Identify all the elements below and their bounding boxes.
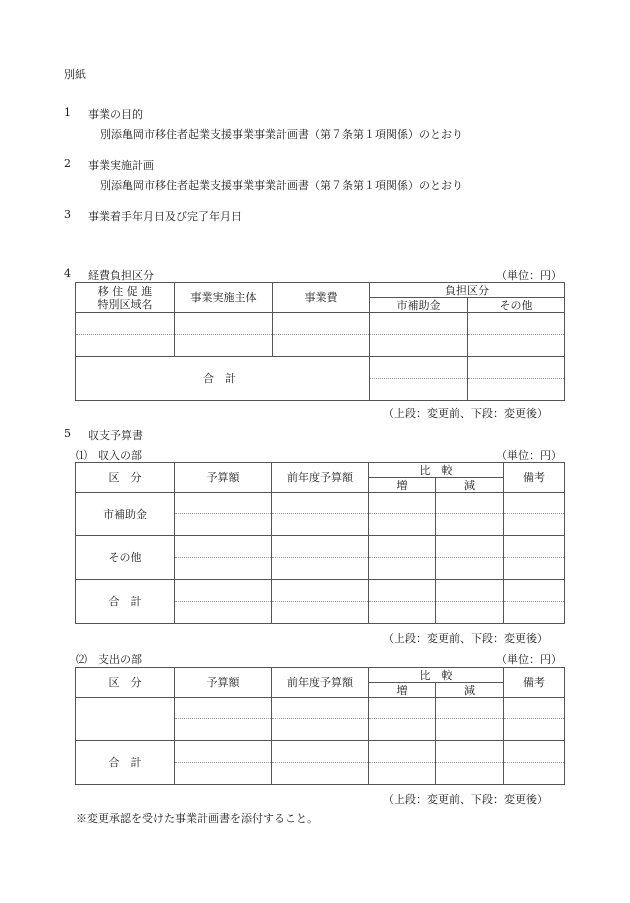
income-cell [369, 558, 436, 580]
section-4-number: 4 [64, 267, 71, 280]
expense-category-header: 区 分 [76, 668, 175, 698]
income-cell [272, 558, 369, 580]
total-other-before [468, 357, 565, 379]
income-category-header: 区 分 [76, 463, 175, 493]
expense-cell [369, 698, 436, 719]
section-1-number: 1 [64, 106, 71, 119]
area-cell-before [76, 313, 175, 335]
cost-header: 事業費 [273, 283, 370, 313]
expense-cell [436, 698, 504, 719]
section-2-number: 2 [64, 157, 71, 170]
expense-cell [436, 741, 504, 763]
income-cell [175, 602, 272, 624]
income-cell [272, 493, 369, 514]
section-2-body: 別添亀岡市移住者起業支援事業事業計画書（第７条第１項関係）のとおり [100, 179, 463, 192]
expense-cell [504, 763, 565, 785]
expense-cell [272, 719, 369, 741]
income-cell [369, 602, 436, 624]
burden-header: 負担区分 [370, 283, 565, 298]
section-1-title: 事業の目的 [88, 108, 143, 121]
income-prev-budget-header: 前年度予算額 [272, 463, 369, 493]
expense-compare-header: 比 較 [369, 668, 504, 683]
income-cell [272, 580, 369, 602]
expense-row-label [76, 698, 175, 741]
section-3-title: 事業着手年月日及び完了年月日 [88, 210, 242, 223]
expense-cell [504, 698, 565, 719]
income-cell [504, 536, 565, 558]
income-cell [369, 493, 436, 514]
expense-total-label: 合 計 [76, 741, 175, 785]
income-cell [436, 580, 504, 602]
expense-cell [175, 763, 272, 785]
city-subsidy-cell-before [370, 313, 468, 335]
section-5-title: 収支予算書 [88, 429, 143, 442]
expense-cell [272, 763, 369, 785]
income-remarks-header: 備考 [504, 463, 565, 493]
income-cell [175, 558, 272, 580]
area-header-line2: 特別区域名 [97, 297, 153, 311]
income-label: ⑴ 収入の部 [76, 449, 142, 462]
income-cell [272, 602, 369, 624]
section-2-title: 事業実施計画 [88, 159, 154, 172]
expense-unit-label: （単位：円） [496, 653, 562, 666]
income-cell [436, 493, 504, 514]
income-table [75, 462, 565, 624]
income-cell [369, 580, 436, 602]
implementer-header: 事業実施主体 [175, 283, 273, 313]
implementer-cell-after [175, 335, 273, 357]
income-cell [175, 493, 272, 514]
area-header [76, 283, 175, 313]
income-cell [436, 536, 504, 558]
expense-cell [175, 719, 272, 741]
appendix-label: 別紙 [64, 68, 86, 81]
area-cell-after [76, 335, 175, 357]
section-4-title: 経費負担区分 [88, 269, 154, 282]
income-increase-header: 増 [369, 478, 436, 493]
expense-cell [175, 698, 272, 719]
section-1-body: 別添亀岡市移住者起業支援事業事業計画書（第７条第１項関係）のとおり [100, 128, 463, 141]
expense-increase-header: 増 [369, 683, 436, 698]
implementer-cell-before [175, 313, 273, 335]
income-cell [369, 514, 436, 536]
income-change-note: （上段：変更前、下段：変更後） [383, 632, 548, 645]
expense-cell [175, 741, 272, 763]
expense-decrease-header: 減 [436, 683, 504, 698]
cost-burden-table [75, 282, 565, 401]
footnote: ※変更承認を受けた事業計画書を添付すること。 [76, 812, 318, 825]
area-header-line1: 移 住 促 進 [97, 284, 153, 298]
income-cell [504, 558, 565, 580]
income-cell [272, 536, 369, 558]
cost-cell-before [273, 313, 370, 335]
expense-budget-header: 予算額 [175, 668, 272, 698]
other-cell-after [468, 335, 565, 357]
other-header: その他 [468, 298, 565, 313]
income-total-label: 合 計 [76, 580, 175, 624]
section-5-number: 5 [64, 427, 71, 440]
cost-cell-after [273, 335, 370, 357]
income-decrease-header: 減 [436, 478, 504, 493]
expense-cell [369, 719, 436, 741]
income-row-label: 市補助金 [76, 493, 175, 536]
income-cell [272, 514, 369, 536]
total-city-subsidy-before [370, 357, 468, 379]
income-compare-header: 比 較 [369, 463, 504, 478]
expense-table [75, 667, 565, 785]
expense-change-note: （上段：変更前、下段：変更後） [383, 793, 548, 806]
income-cell [504, 602, 565, 624]
income-cell [504, 580, 565, 602]
expense-cell [272, 741, 369, 763]
total-other-after [468, 379, 565, 401]
cost-change-note: （上段：変更前、下段：変更後） [383, 407, 548, 420]
city-subsidy-header: 市補助金 [370, 298, 468, 313]
income-cell [504, 514, 565, 536]
expense-cell [504, 741, 565, 763]
expense-cell [436, 763, 504, 785]
other-cell-before [468, 313, 565, 335]
cost-unit-label: （単位：円） [496, 269, 562, 282]
income-unit-label: （単位：円） [496, 449, 562, 462]
income-cell [175, 514, 272, 536]
income-cell [504, 493, 565, 514]
expense-remarks-header: 備考 [504, 668, 565, 698]
section-3-number: 3 [64, 208, 71, 221]
income-cell [175, 536, 272, 558]
income-cell [369, 536, 436, 558]
cost-total-label: 合 計 [76, 357, 370, 401]
expense-cell [369, 741, 436, 763]
expense-prev-budget-header: 前年度予算額 [272, 668, 369, 698]
income-budget-header: 予算額 [175, 463, 272, 493]
expense-cell [272, 698, 369, 719]
income-cell [436, 558, 504, 580]
income-cell [436, 514, 504, 536]
city-subsidy-cell-after [370, 335, 468, 357]
expense-cell [504, 719, 565, 741]
total-city-subsidy-after [370, 379, 468, 401]
expense-cell [369, 763, 436, 785]
expense-label: ⑵ 支出の部 [76, 653, 142, 666]
income-row-label: その他 [76, 536, 175, 580]
expense-cell [436, 719, 504, 741]
income-cell [436, 602, 504, 624]
income-cell [175, 580, 272, 602]
